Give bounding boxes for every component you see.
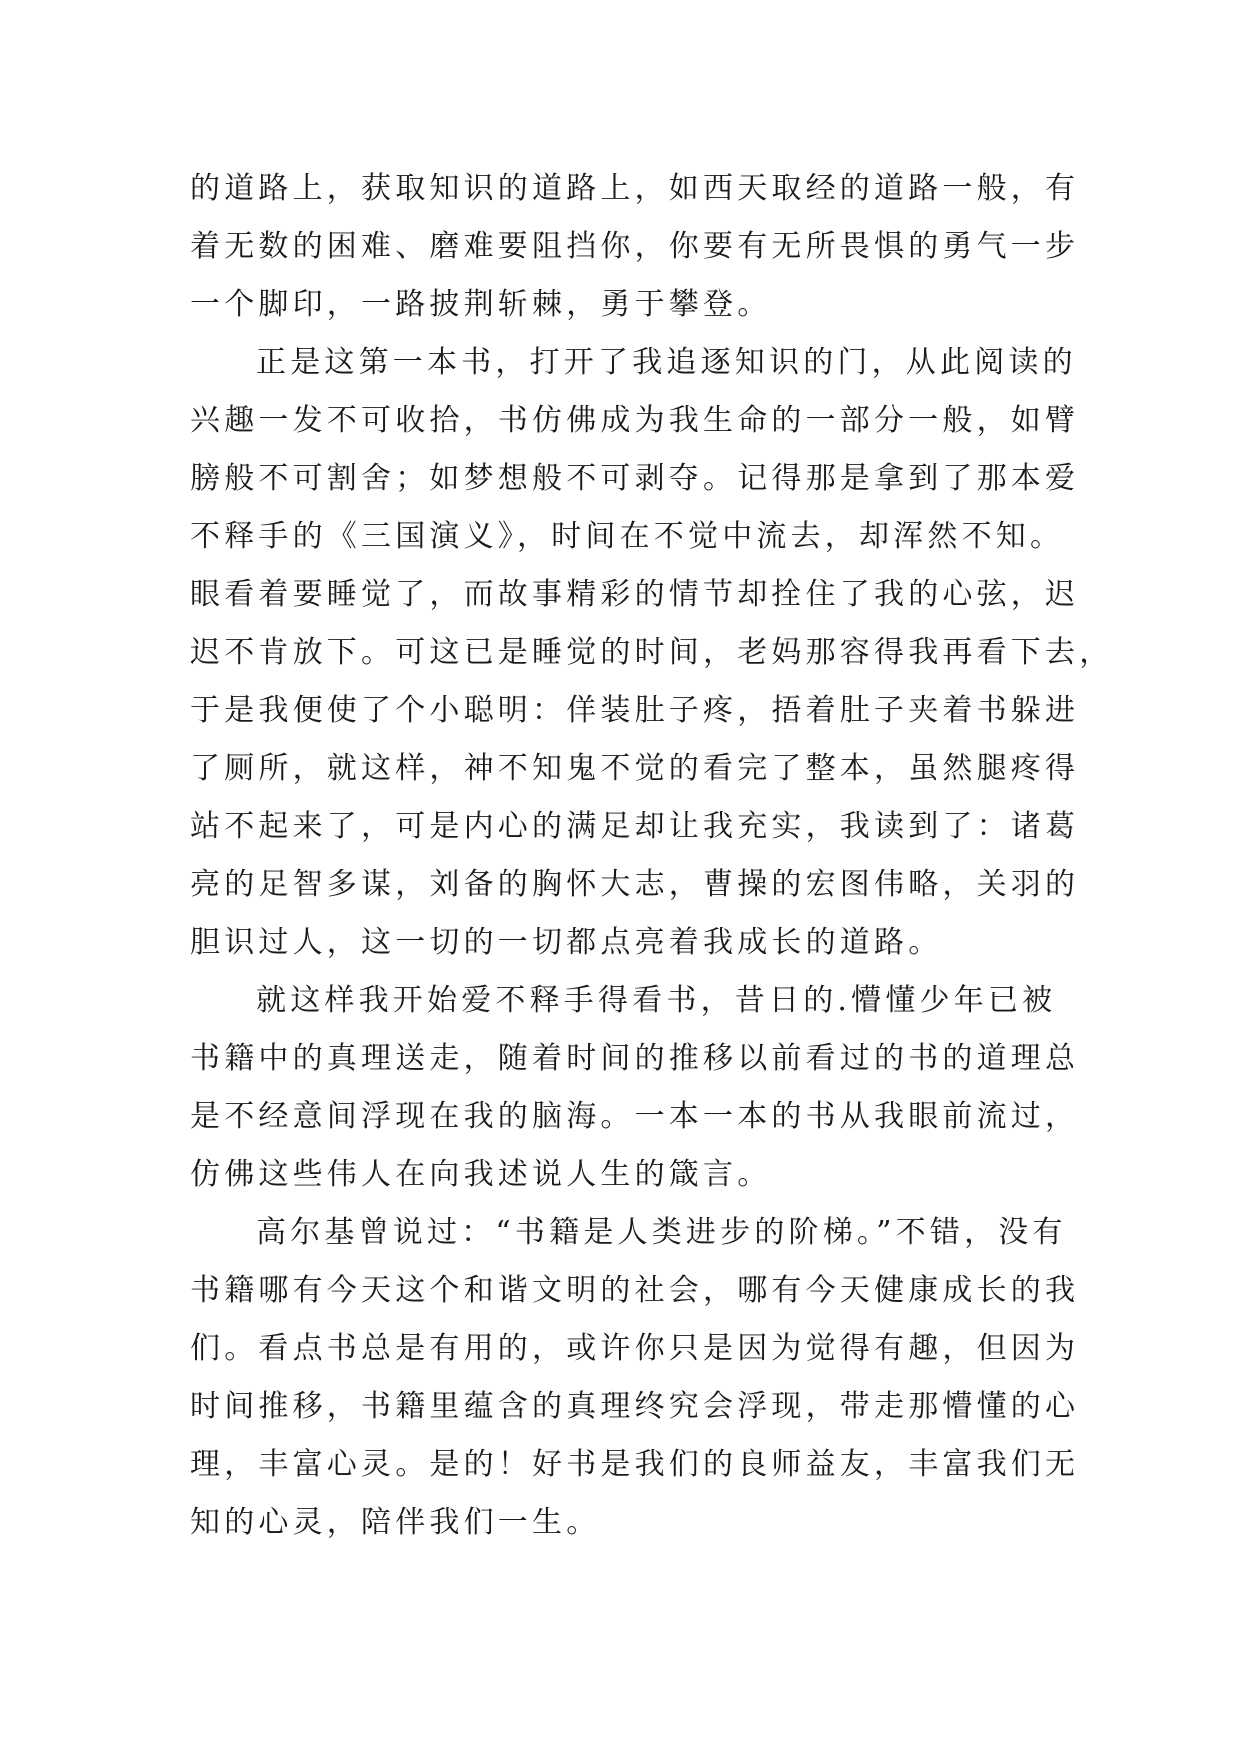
text-line: 就这样我开始爱不释手得看书，昔日的.懵懂少年已被 <box>256 983 1057 1018</box>
text-line: 正是这第一本书，打开了我追逐知识的门，从此阅读的 <box>256 345 1077 380</box>
text-line: 理，丰富心灵。是的！好书是我们的良师益友，丰富我们无 <box>190 1447 1080 1482</box>
text-line: 亮的足智多谋，刘备的胸怀大志，曹操的宏图伟略，关羽的 <box>190 867 1080 902</box>
text-line: 时间推移，书籍里蕴含的真理终究会浮现，带走那懵懂的心 <box>190 1389 1080 1424</box>
text-line: 着无数的困难、磨难要阻挡你，你要有无所畏惧的勇气一步 <box>190 229 1080 264</box>
paragraph <box>190 334 1114 972</box>
text-line: 书籍中的真理送走，随着时间的推移以前看过的书的道理总 <box>190 1041 1080 1076</box>
text-line: 仿佛这些伟人在向我述说人生的箴言。 <box>190 1157 772 1192</box>
document-body <box>190 160 1114 1552</box>
text-line: 兴趣一发不可收拾，书仿佛成为我生命的一部分一般，如臂 <box>190 403 1080 438</box>
text-line: 膀般不可割舍；如梦想般不可剥夺。记得那是拿到了那本爱 <box>190 461 1080 496</box>
text-line: 眼看着要睡觉了，而故事精彩的情节却拴住了我的心弦，迟 <box>190 577 1080 612</box>
text-line: 站不起来了，可是内心的满足却让我充实，我读到了：诸葛 <box>190 809 1080 844</box>
text-line: 的道路上，获取知识的道路上，如西天取经的道路一般，有 <box>190 171 1080 206</box>
text-line: 胆识过人，这一切的一切都点亮着我成长的道路。 <box>190 925 943 960</box>
text-line: 书籍哪有今天这个和谐文明的社会，哪有今天健康成长的我 <box>190 1273 1080 1308</box>
text-line: 是不经意间浮现在我的脑海。一本一本的书从我眼前流过， <box>190 1099 1080 1134</box>
text-line: 不释手的《三国演义》，时间在不觉中流去，却浑然不知。 <box>190 519 1065 554</box>
text-line: 了厕所，就这样，神不知鬼不觉的看完了整本，虽然腿疼得 <box>190 751 1080 786</box>
text-line: 们。看点书总是有用的，或许你只是因为觉得有趣，但因为 <box>190 1331 1080 1366</box>
paragraph <box>190 1204 1080 1552</box>
paragraph <box>190 160 1080 334</box>
text-line: 一个脚印，一路披荆斩棘，勇于攀登。 <box>190 287 772 322</box>
text-line: 于是我便使了个小聪明：佯装肚子疼，捂着肚子夹着书躲进 <box>190 693 1080 728</box>
text-line: 知的心灵，陪伴我们一生。 <box>190 1505 601 1540</box>
text-line: 迟不肯放下。可这已是睡觉的时间，老妈那容得我再看下去， <box>190 635 1114 670</box>
text-line: 高尔基曾说过：“书籍是人类进步的阶梯。”不错，没有 <box>256 1215 1067 1250</box>
paragraph <box>190 972 1080 1204</box>
